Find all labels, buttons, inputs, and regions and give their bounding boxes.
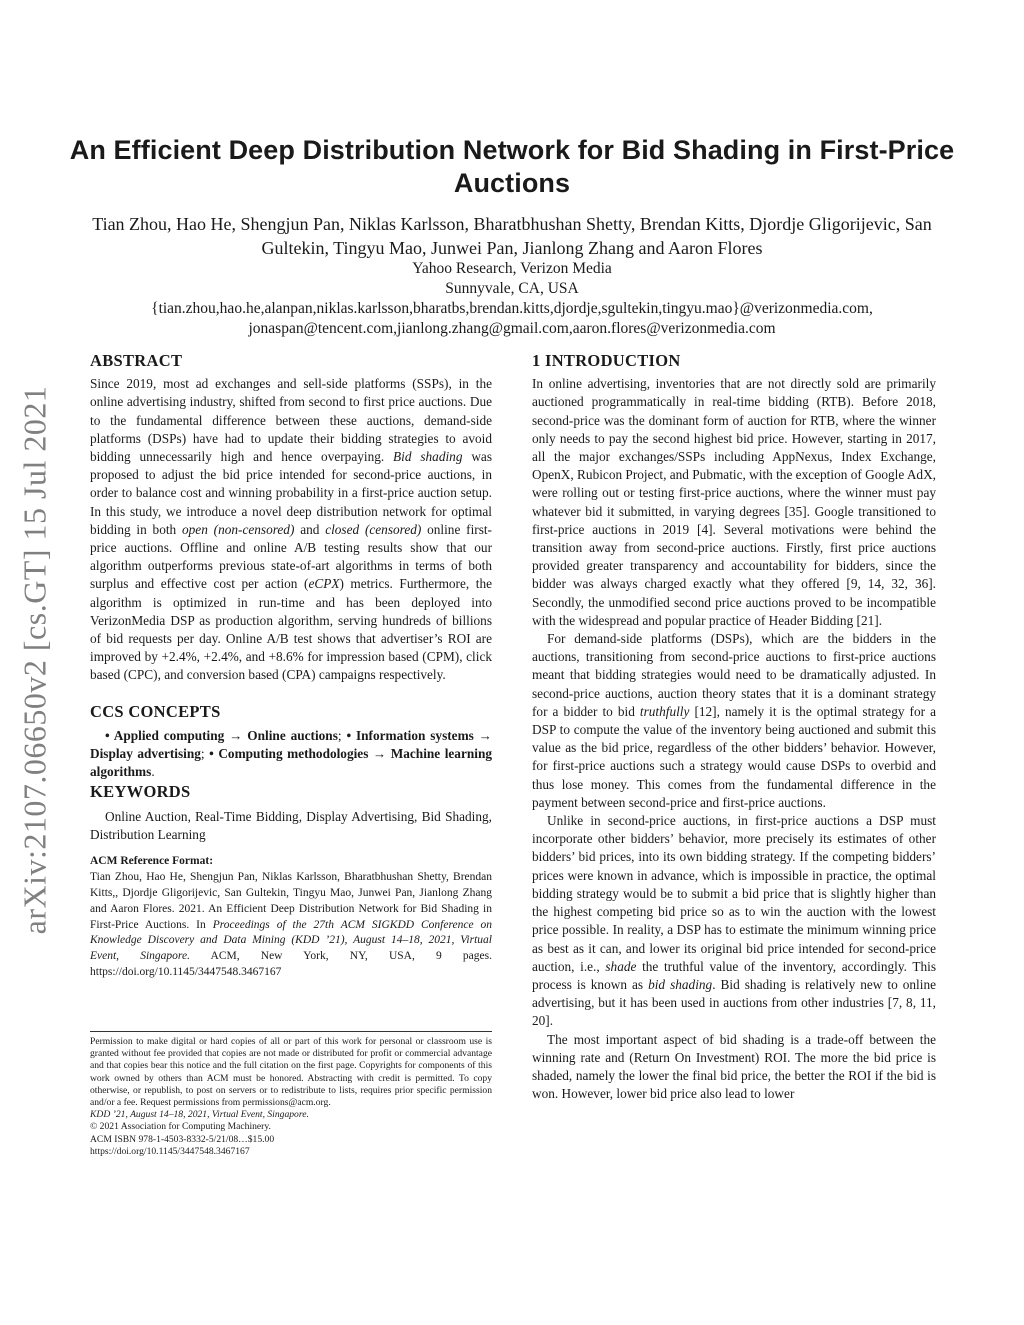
intro-paragraph-3: Unlike in second-price auctions, in first-price auctions a DSP must incorporate other bidders’ behavior, more precisely its estimates of other bidders’ bid prices, into its own bidding strategy. If the competing bidders’ prices were known in advance, which is impossible in practice, the optimal bidding strategy would be to submit a bid price that is slightly higher than the highest competing bid price so as to win the auction with the lowest price possible. In reality, a DSP has to estimate the minimum winning price as best as it can, and lower its original bid price intended for second-price auction, i.e., shade the truthful value of the inventory, accordingly. This process is known as bid shading. Bid shading is relatively new to online advertising, but it has been used in auctions from other industries [7, 8, 11, 20]. (532, 813, 937, 1029)
intro-paragraph-1: In online advertising, inventories that are not directly sold are primarily auctioned programmatically in real-time bidding (RTB). Before 2018, second-price was the dominant form of auction for RTB, where the winner only needs to pay the second highest bid price. However, starting in 2017, all the major exchanges/SSPs including AppNexus, Index Exchange, OpenX, Rubicon Project, and Pubmatic, with the exception of Google AdX, were rolling out or testing first-price auctions, where the winner must pay whatever bid it submitted, in varying degrees [35]. Google transitioned to first-price auctions in 2019 [4]. Several motivations were behind the transition away from second-price auctions. Firstly, first price auctions provided greater transparency and accountability for bidders, since the bidder was always charged exactly what they offered [9, 14, 32, 36]. Secondly, the unmodified second price auctions proved to be incompatible with the widespread and popular practice of Header Bidding [21]. (532, 376, 937, 628)
acm-ref-heading: ACM Reference Format: (90, 855, 214, 868)
paper-title: An Efficient Deep Distribution Network for Bid Shading in First-Price Auctions (69, 135, 955, 198)
permission-doi: https://doi.org/10.1145/3447548.3467167 (90, 1145, 250, 1157)
keywords-text: Online Auction, Real-Time Bidding, Display Advertising, Bid Shading, Distribution Learning (90, 808, 492, 842)
affiliation-location: Sunnyvale, CA, USA (445, 280, 579, 297)
ccs-concepts: • Applied computing → Online auctions; • Information systems → Display advertising; • Computing methodologies → Machine learning algorithms. (90, 727, 492, 780)
arxiv-sidebar (0, 370, 70, 950)
affiliation-org: Yahoo Research, Verizon Media (412, 260, 612, 277)
intro-paragraph-4: The most important aspect of bid shading is a trade-off between the winning rate and (Return On Investment) ROI. The more the bid price is shaded, namely the lower the final bid price, the better the ROI if the bid is won. However, lower bid price also lead to lower (532, 1031, 936, 1102)
keywords-heading: KEYWORDS (90, 782, 191, 802)
right-column (532, 352, 936, 1103)
left-column (90, 352, 492, 981)
ccs-heading: CCS CONCEPTS (90, 701, 221, 721)
affiliation-emails-2: jonaspan@tencent.com,jianlong.zhang@gmail.com,aaron.flores@verizonmedia.com (248, 320, 776, 337)
affiliation-block (60, 259, 964, 339)
permission-text: Permission to make digital or hard copies of all or part of this work for personal or classroom use is granted without fee provided that copies are not made or distributed for profit or commercial advantage and that copies bear this notice and the full citation on the first page. Copyrights for components of this work owned by others than ACM must be honored. Abstracting with credit is permitted. To copy otherwise, or republish, to post on servers or to redistribute to lists, requires prior specific permission and/or a fee. Request permissions from permissions@acm.org. (90, 1036, 492, 1109)
abstract-heading: ABSTRACT (90, 351, 183, 370)
permission-copyright: © 2021 Association for Computing Machinery. (90, 1121, 271, 1133)
abstract-text: Since 2019, most ad exchanges and sell-side platforms (SSPs), in the online advertising industry, shifted from second to first price auctions. Due to the fundamental difference between these auctions, demand-side platforms (DSPs) have had to update their bidding strategies to avoid bidding unnecessarily high and hence overpaying. Bid shading was proposed to adjust the bid price intended for second-price auctions, in order to balance cost and winning probability in a first-price auction setup. In this study, we introduce a novel deep distribution network for optimal bidding in both open (non-censored) and closed (censored) online first-price auctions. Offline and online A/B testing results show that our algorithm outperforms previous state-of-art algorithms in terms of both surplus and effective cost per action (eCPX) metrics. Furthermore, the algorithm is optimized in run-time and has been deployed into VerizonMedia DSP as production algorithm, serving hundreds of billions of bid requests per day. Online A/B test shows that advertiser’s ROI are improved by +2.4%, +2.4%, and +8.6% for impression based (CPM), click based (CPC), and conversion based (CPA) campaigns respectively. (90, 376, 492, 683)
permission-block (90, 1036, 492, 1158)
footnote-divider (90, 1031, 492, 1032)
intro-paragraph-2: For demand-side platforms (DSPs), which are the bidders in the auctions, transitioning from second-price auctions to first-price auctions meant that bidding strategies would need to be dramatically adjusted. In second-price auctions, auction theory states that it is a dominant strategy for a bidder to bid truthfully [12], namely it is the optimal strategy for a DSP to compute the value of the inventory being auctioned and submit this value as the bid price, regardless of the other bidders’ behavior. However, for first-price auctions such a strategy would cause DSPs to overbid and thus lose money. This comes from the fundamental difference in the payment between second-price and first-price auctions. (532, 631, 936, 810)
acm-ref-text: Tian Zhou, Hao He, Shengjun Pan, Niklas Karlsson, Bharatbhushan Shetty, Brendan Kitts,, Djordje Gligorijevic, San Gultekin, Tingyu Mao, Junwei Pan, Jianlong Zhang and Aaron Flores. 2021. An Efficient Deep Distribution Network for Bid Shading in First-Price Auctions. In Proceedings of the 27th ACM SIGKDD Conference on Knowledge Discovery and Data Mining (KDD ’21), August 14–18, 2021, Virtual Event, Singapore. ACM, New York, NY, USA, 9 pages. https://doi.org/10.1145/3447548.3467167 (90, 871, 493, 979)
permission-conf: KDD ’21, August 14–18, 2021, Virtual Event, Singapore. (90, 1109, 309, 1121)
introduction-heading: 1 INTRODUCTION (532, 351, 681, 370)
permission-isbn: ACM ISBN 978-1-4503-8332-5/21/08…$15.00 (90, 1133, 275, 1145)
author-list: Tian Zhou, Hao He, Shengjun Pan, Niklas Karlsson, Bharatbhushan Shetty, Brendan Kitts, Djordje Gligorijevic, San Gultekin, Tingyu Mao, Junwei Pan, Jianlong Zhang and Aaron Flores (92, 214, 932, 258)
affiliation-emails-1: {tian.zhou,hao.he,alanpan,niklas.karlsson,bharatbs,brendan.kitts,djordje,sgultekin,tingyu.mao}@verizonmedia.com, (151, 300, 873, 317)
arxiv-id: arXiv:2107.06650v2 [cs.GT] 15 Jul 2021 (16, 385, 53, 935)
